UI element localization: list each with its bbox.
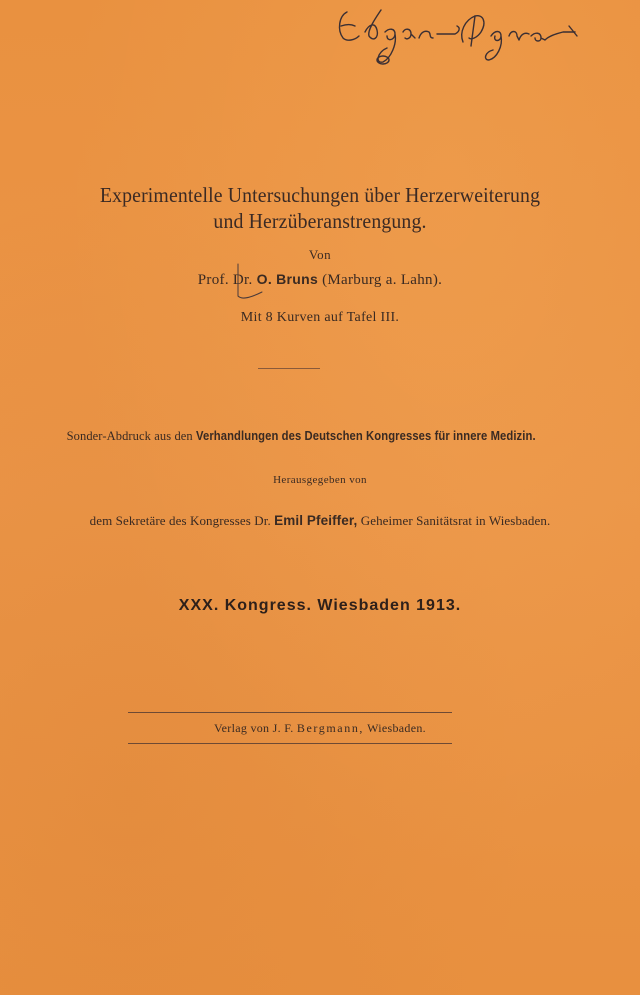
von-label: Von — [308, 247, 332, 262]
editor-prefix: dem Sekretäre des Kongresses Dr. — [89, 513, 271, 528]
publisher-rule-bottom — [128, 743, 452, 744]
author-affiliation: (Marburg a. Lahn). — [322, 272, 443, 288]
pencil-annotation-mark — [232, 262, 272, 304]
short-divider — [258, 368, 320, 369]
edited-by-label: Herausgegeben von — [273, 474, 367, 486]
publisher-prefix: Verlag von J. F. — [214, 721, 294, 735]
title-line-2: und Herzüberanstrengung. — [213, 209, 427, 233]
author-prefix: Prof. Dr. — [197, 272, 253, 288]
author-name: Bruns — [276, 271, 319, 287]
journal-title: Verhandlungen des Deutschen Kongresses für innere Medizin. — [196, 429, 536, 443]
editor-suffix: Geheimer Sanitätsrat in Wiesbaden. — [360, 513, 551, 528]
title — [26, 182, 615, 234]
author-initial: O. — [256, 271, 273, 287]
editor-line — [0, 513, 640, 529]
editor-name: Emil Pfeiffer, — [274, 513, 358, 528]
congress-line: XXX. Kongress. Wiesbaden 1913. — [178, 597, 462, 614]
offprint-prefix: Sonder-Abdruck aus den — [66, 429, 193, 443]
publisher-rule-top — [128, 712, 452, 713]
publisher-place: Wiesbaden. — [367, 721, 426, 735]
title-line-1: Experimentelle Untersuchungen über Herzerweiterung — [99, 183, 541, 207]
handwritten-signature — [325, 2, 585, 72]
publisher-name: Bergmann, — [296, 721, 365, 735]
publisher-line — [0, 721, 640, 736]
plates-note: Mit 8 Kurven auf Tafel III. — [240, 310, 400, 325]
author-line — [0, 271, 640, 289]
offprint-line — [0, 429, 640, 444]
